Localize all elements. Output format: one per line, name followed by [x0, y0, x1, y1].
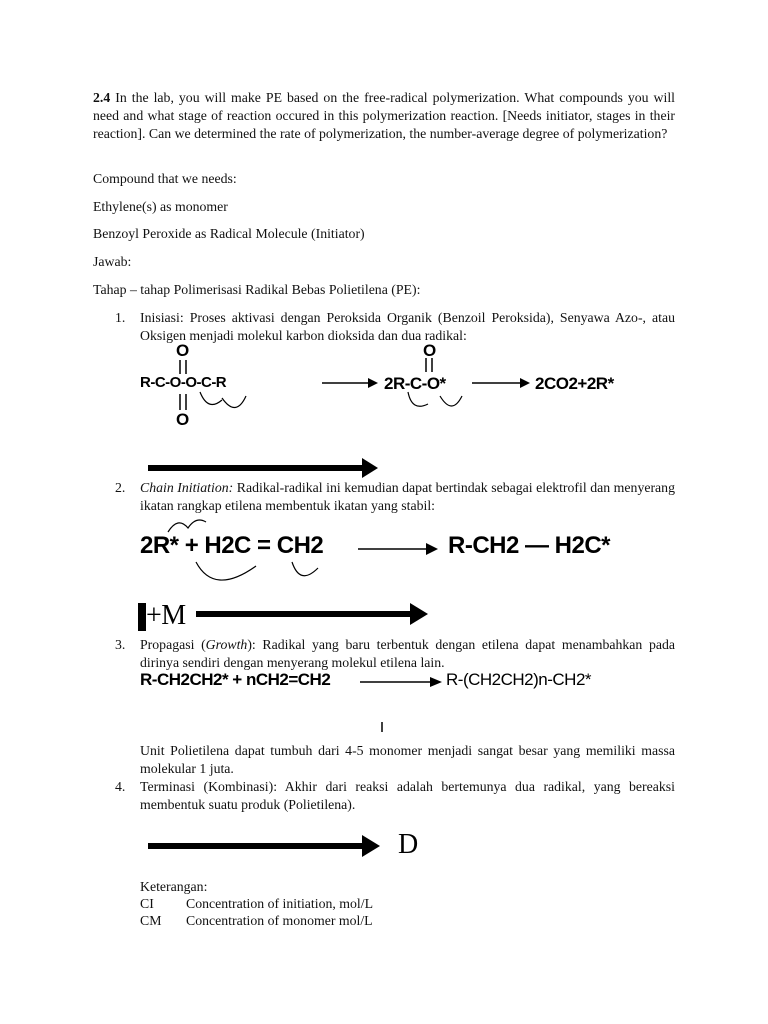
stages-heading: Tahap – tahap Polimerisasi Radikal Bebas Polietilena (PE): [93, 282, 421, 297]
legend-row [140, 895, 373, 912]
eq2-electron-arrow-2 [196, 562, 256, 580]
eq1-electron-arrow-3 [408, 392, 428, 406]
legend [140, 878, 373, 929]
legend-row [140, 912, 373, 929]
eq1-intermediate: 2R-C-O* [384, 374, 446, 393]
step-number: 2. [115, 480, 126, 495]
eq1-arrowhead-1 [368, 378, 378, 388]
step-body: ): Radikal yang baru terbentuk dengan etilena dapat menambahkan pada dirinya sendiri dengan menyerang molekul etilena lain. [140, 637, 675, 670]
eq1-product: 2CO2+2R* [535, 374, 614, 393]
question-number: 2.4 [93, 90, 111, 105]
step-number: 1. [115, 310, 126, 325]
eq1-bottom-oxygen-1: O [176, 410, 189, 429]
eq4-thick-arrow-head [362, 835, 380, 857]
eq1-top-oxygen-2: O [423, 341, 436, 360]
eq2-left: 2R* + H2C = CH2 [140, 532, 324, 559]
question-paragraph [93, 89, 675, 143]
eq2-thick-arrow-head [410, 603, 428, 625]
legend-value: Concentration of initiation, mol/L [186, 896, 373, 911]
eq2-electron-arrow-3 [292, 562, 318, 576]
answer-label: Jawab: [93, 254, 132, 269]
step-title: Chain Initiation: [140, 480, 234, 495]
eq1-arrowhead-2 [520, 378, 530, 388]
eq2-thick-arrow-shaft [196, 611, 414, 617]
question-text: In the lab, you will make PE based on the free-radical polymerization. What compounds you will need and what stage of reaction occured in this polymerization reaction. [Needs initiator, stages in their reaction]. Can we determined the rate of polymerization, the number-average degree of polymerization? [93, 90, 675, 141]
step-number: 4. [115, 779, 126, 794]
eq1-thick-arrow-head [362, 458, 378, 478]
eq1-reactant: R-C-O-O-C-R [140, 374, 227, 391]
eq1-top-oxygen-1: O [176, 341, 189, 360]
step-text: Terminasi (Kombinasi): Akhir dari reaksi adalah bertemunya dua radikal, yang bereaksi membentuk suatu produk (Polietilena). [140, 779, 675, 812]
initiator-line: Benzoyl Peroxide as Radical Molecule (Initiator) [93, 226, 365, 241]
step-title: Growth [205, 637, 248, 652]
eq1-electron-arrow-2 [222, 396, 246, 408]
monomer-line: Ethylene(s) as monomer [93, 199, 228, 214]
eq2-arrowhead [426, 543, 438, 555]
legend-title: Keterangan: [140, 879, 208, 894]
step-number: 3. [115, 637, 126, 652]
step-pre: Propagasi ( [140, 637, 206, 652]
legend-key: CM [140, 913, 162, 928]
eq2-right: R-CH2 — H2C* [448, 532, 611, 559]
eq1-electron-arrow-1 [200, 392, 222, 405]
eq3-right: R-(CH2CH2)n-CH2* [446, 670, 592, 689]
step-body: Radikal-radikal ini kemudian dapat bertindak sebagai elektrofil dan menyerang ikatan rangkap etilena membentuk ikatan yang stabil: [140, 480, 675, 513]
eq4-thick-arrow-shaft [148, 843, 366, 849]
eq3-left: R-CH2CH2* + nCH2=CH2 [140, 670, 331, 689]
eq1-electron-arrow-4 [440, 396, 462, 406]
legend-key: CI [140, 896, 154, 911]
propagation-note: Unit Polietilena dapat tumbuh dari 4-5 monomer menjadi sangat besar yang memiliki massa molekular 1 juta. [140, 743, 675, 776]
compound-heading: Compound that we needs: [93, 171, 237, 186]
eq2-electron-arrow-1 [168, 520, 206, 532]
eq2-partial-label: +M [146, 600, 186, 631]
eq2-partial-bar [138, 603, 146, 631]
step-text [140, 479, 675, 515]
eq3-arrowhead [430, 677, 442, 687]
step-text [140, 636, 675, 672]
step-text: Inisiasi: Proses aktivasi dengan Peroksida Organik (Benzoil Peroksida), Senyawa Azo-, atau Oksigen menjadi molekul karbon dioksida dan dua radikal: [140, 310, 675, 343]
eq4-partial-label: D [398, 829, 418, 860]
legend-value: Concentration of monomer mol/L [186, 913, 373, 928]
eq1-thick-arrow-shaft [148, 465, 366, 471]
